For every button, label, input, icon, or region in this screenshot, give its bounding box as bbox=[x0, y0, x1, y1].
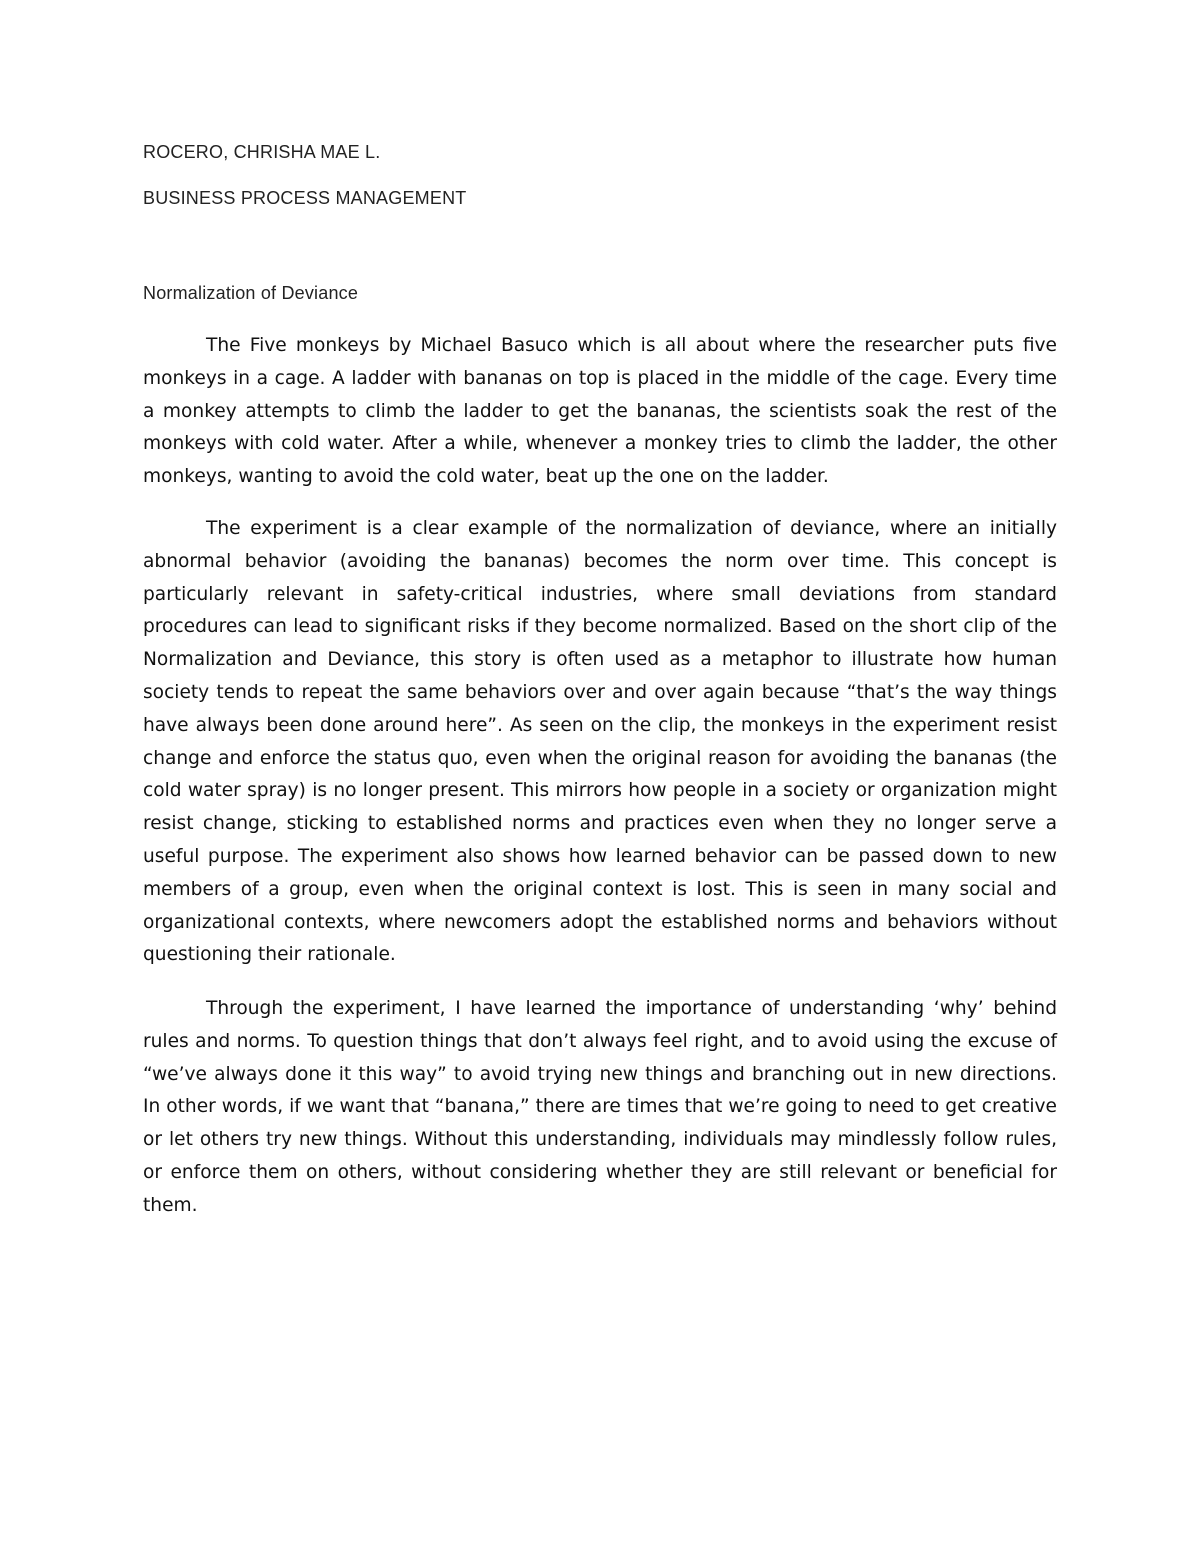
paragraph-conclusion bbox=[143, 993, 1057, 1223]
paragraph-text: Through the experiment, I have learned the importance of understanding ‘why’ behind rules and norms. To question things that don’t always feel right, and to avoid using the excuse of “we’ve always done it this way” to avoid trying new things and branching out in new directions. In other words, if we want that “banana,” there are times that we’re going to need to get creative or let others try new things. Without this understanding, individuals may mindlessly follow rules, or enforce them on others, without considering whether they are still relevant or beneficial for them. bbox=[143, 998, 1057, 1216]
paragraph-text: The experiment is a clear example of the normalization of deviance, where an initially abnormal behavior (avoiding the bananas) becomes the norm over time. This concept is particularly relevant in safety-critical industries, where small deviations from standard procedures can lead to significant risks if they become normalized. Based on the short clip of the Normalization and Deviance, this story is often used as a metaphor to illustrate how human society tends to repeat the same behaviors over and over again because “that’s the way things have always been done around here”. As seen on the clip, the monkeys in the experiment resist change and enforce the status quo, even when the original reason for avoiding the bananas (the cold water spray) is no longer present. This mirrors how people in a society or organization might resist change, sticking to established norms and practices even when they no longer serve a useful purpose. The experiment also shows how learned behavior can be passed down to new members of a group, even when the original context is lost. This is seen in many social and organizational contexts, where newcomers adopt the established norms and behaviors without questioning their rationale. bbox=[143, 518, 1057, 966]
document-title: Normalization of Deviance bbox=[143, 283, 359, 303]
paragraph-intro bbox=[143, 330, 1057, 494]
course-name: BUSINESS PROCESS MANAGEMENT bbox=[143, 188, 467, 208]
paragraph-text: The Five monkeys by Michael Basuco which is all about where the researcher puts five monkeys in a cage. A ladder with bananas on top is placed in the middle of the cage. Every time a monkey attempts to climb the ladder to get the bananas, the scientists soak the rest of the monkeys with cold water. After a while, whenever a monkey tries to climb the ladder, the other monkeys, wanting to avoid the cold water, beat up the one on the ladder. bbox=[143, 335, 1057, 488]
paragraph-analysis bbox=[143, 513, 1057, 972]
student-name: ROCERO, CHRISHA MAE L. bbox=[143, 142, 381, 162]
